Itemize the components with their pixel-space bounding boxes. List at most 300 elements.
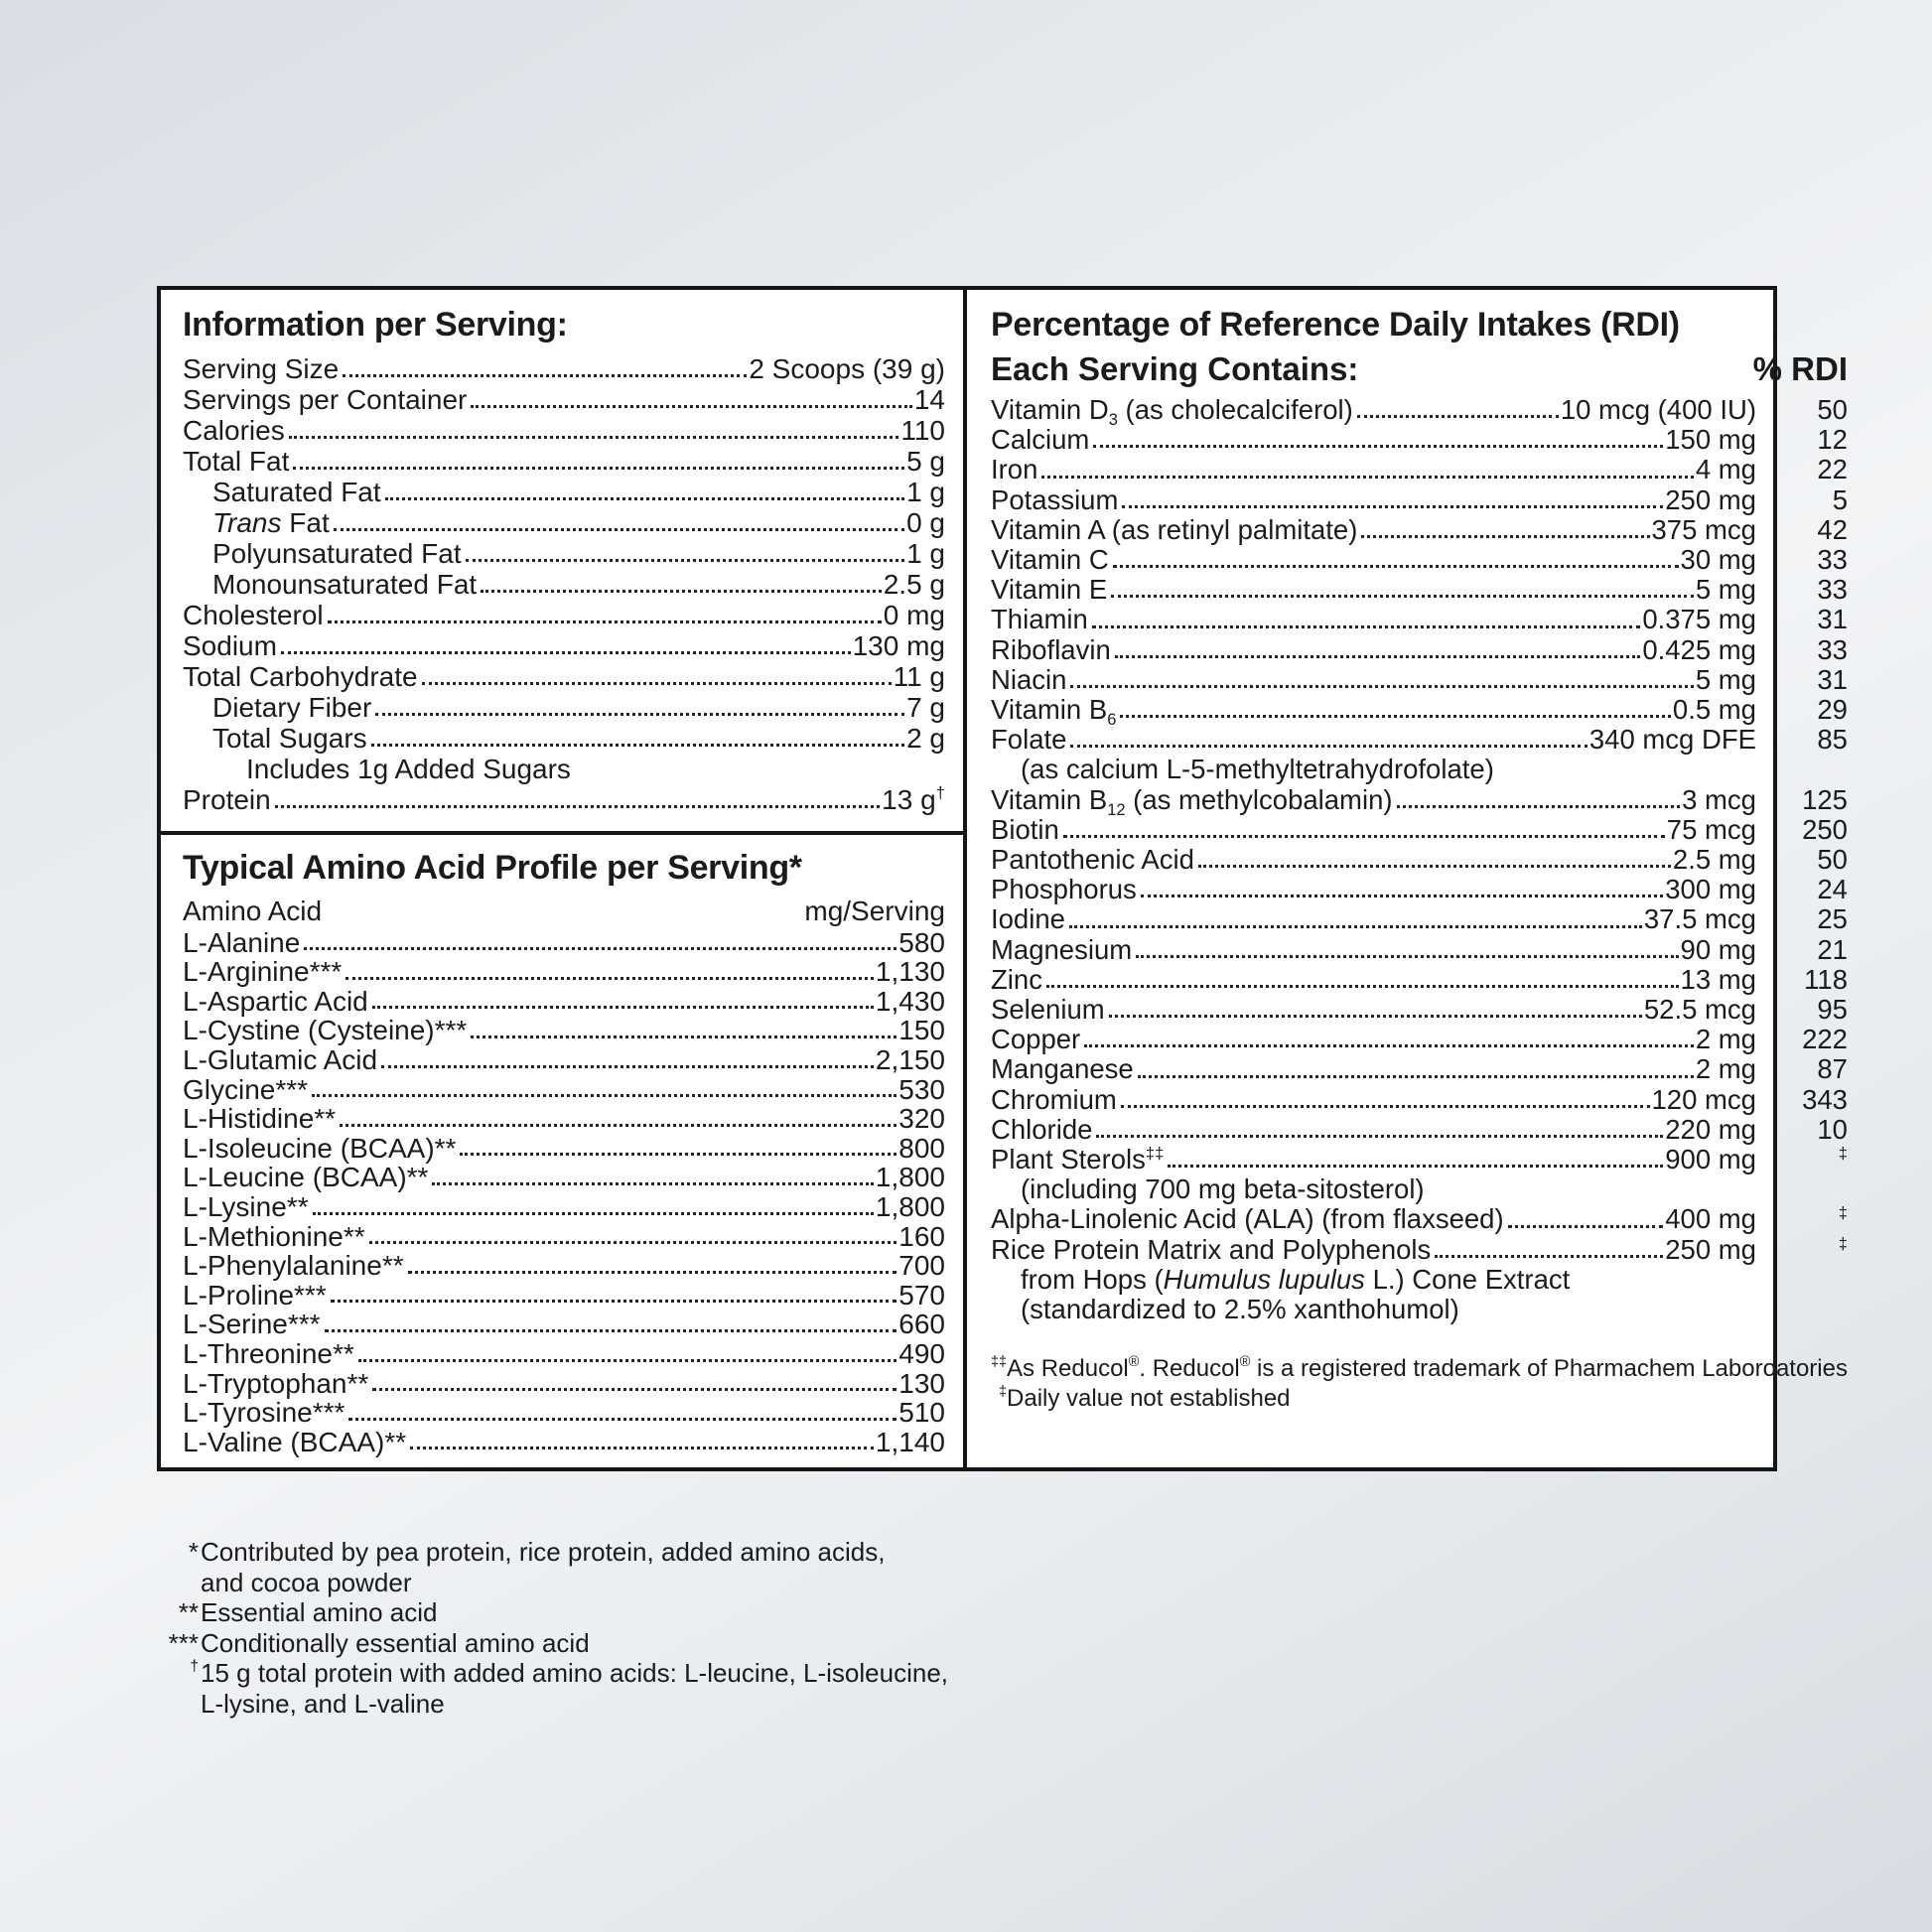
text-segment: Potassium [991,483,1119,515]
text-segment: Biotin [991,813,1059,845]
text-segment: 12 [1817,424,1848,456]
row-label [212,507,330,538]
supplement-facts-panel [157,286,1848,1471]
row-value [882,784,945,815]
text-segment: Alpha-Linolenic Acid (ALA) (from flaxseed) [991,1203,1504,1235]
row-label [991,425,1089,455]
row-label [991,1145,1164,1174]
row-label [183,1192,309,1222]
row-rdi-percent [1756,665,1848,695]
text-segment: 2 Scoops (39 g) [749,353,945,384]
row-value [1696,1025,1756,1054]
rdi-row [991,755,1848,784]
text-segment: L-Cystine (Cysteine)*** [183,1015,468,1046]
text-segment: 13 mg [1680,963,1756,995]
row-value [898,1398,945,1428]
dot-leader [460,1153,897,1156]
text-segment: (as methylcobalamin) [1125,783,1393,815]
text-segment: 220 mg [1665,1113,1756,1145]
row-value [898,1310,945,1339]
rdi-footnote-line [991,1354,1848,1384]
dot-leader [293,467,904,470]
row-label [991,965,1042,995]
text-segment: 120 mcg [1651,1083,1756,1115]
row-value [1696,575,1756,605]
text-segment: 1 g [906,477,945,507]
row-label [991,1054,1134,1084]
rdi-row [991,1054,1848,1084]
percent-rdi-column-header: % RDI [1752,350,1848,387]
footnote-text-line: Conditionally essential amino acid [201,1627,590,1658]
text-segment: 2 g [906,723,945,754]
text-segment: Folate [991,724,1067,756]
row-label [991,694,1117,730]
text-segment: 0 g [906,507,945,538]
row-value [853,630,945,661]
text-segment: Glycine*** [183,1073,309,1105]
nutrition-row [183,754,945,784]
nutrition-row [183,784,945,815]
row-rdi-percent [1756,725,1848,755]
text-segment: 250 [1802,813,1848,845]
row-label [183,1369,368,1399]
row-value [1673,845,1756,875]
row-label [991,394,1353,429]
row-value [1652,515,1756,545]
row-rdi-percent [1756,1085,1848,1115]
text-segment: 510 [898,1397,945,1429]
amino-acid-row [183,1369,945,1399]
rdi-row [991,1085,1848,1115]
row-label [991,665,1066,695]
row-value [876,1045,945,1075]
row-value [876,957,945,987]
row-value [876,1163,945,1192]
text-segment: ® [1239,1354,1251,1371]
row-value [1665,875,1756,904]
dot-leader [1092,625,1641,628]
rdi-row [991,815,1848,845]
section-divider-rule [161,831,963,835]
row-rdi-percent [1756,965,1848,995]
row-label [991,1204,1504,1234]
row-rdi-percent [1756,605,1848,634]
amino-acid-row [183,1428,945,1457]
amino-acid-row [183,1163,945,1192]
row-label [183,446,289,477]
text-segment: 30 mg [1680,544,1756,576]
text-segment: Chromium [991,1083,1117,1115]
amino-acid-row [183,1222,945,1252]
row-rdi-percent [1756,485,1848,515]
row-label [183,1281,327,1311]
row-value [906,477,945,507]
row-label [1021,1295,1459,1324]
text-segment: Monounsaturated Fat [212,569,478,600]
row-label [991,725,1066,755]
amino-acid-row [183,1045,945,1075]
text-segment: Sodium [183,630,277,661]
footnote-marker [145,1597,199,1628]
rdi-footnote-line [991,1384,1848,1414]
dot-leader [340,1124,897,1127]
row-label [991,1085,1117,1115]
text-segment: Total Fat [183,446,290,477]
row-value [898,1134,945,1164]
text-segment: L-Leucine (BCAA)** [183,1162,429,1193]
rdi-row [991,635,1848,665]
nutrition-row [183,692,945,723]
text-segment: 660 [898,1309,945,1340]
row-label [183,1104,336,1134]
mg-per-serving-column-header: mg/Serving [804,896,945,926]
row-rdi-percent [1756,1054,1848,1084]
row-value [906,538,945,569]
text-segment: 5 g [906,446,945,477]
text-segment: 490 [898,1337,945,1369]
row-rdi-percent [1756,575,1848,605]
text-segment: L-Histidine** [183,1103,337,1135]
dot-leader [289,436,899,439]
dot-leader [369,1241,897,1244]
dot-leader [1122,505,1663,508]
text-segment: 50 [1817,844,1848,876]
row-rdi-percent [1756,1025,1848,1054]
dot-leader [408,1271,897,1274]
dot-leader [304,947,897,950]
row-value [1665,425,1756,455]
text-segment: Vitamin C [991,544,1109,576]
footnote-marker [145,1628,199,1659]
each-serving-contains-header [991,349,1848,389]
text-segment: 2 mg [1695,1024,1756,1055]
text-segment: 52.5 mcg [1643,994,1756,1026]
amino-acid-row [183,1251,945,1281]
text-segment: 1,430 [875,985,945,1017]
rdi-row [991,783,1848,819]
row-value [1681,545,1756,575]
text-segment: 0.375 mg [1642,604,1756,635]
row-rdi-percent [1756,1204,1848,1234]
text-segment: L-Arginine*** [183,956,343,988]
amino-acid-row [183,1075,945,1105]
row-value [1642,635,1756,665]
rdi-row [991,425,1848,455]
amino-acid-row [183,957,945,987]
row-label [991,515,1357,545]
row-label [183,1163,428,1192]
text-segment: *** [168,1627,199,1658]
rdi-footnotes [991,1354,1848,1414]
row-label [991,904,1065,934]
row-label [183,415,285,446]
dot-leader [466,559,904,562]
row-label [991,935,1132,965]
dot-leader [1070,745,1587,748]
row-value [898,1075,945,1105]
footnote-marker [145,1658,199,1719]
row-value [906,507,945,538]
row-label [991,875,1137,904]
text-segment: L-Phenylalanine** [183,1250,404,1282]
text-segment: 400 mg [1665,1203,1756,1235]
row-label [183,1134,456,1164]
text-segment: Calories [183,415,285,446]
dot-leader [1168,1165,1663,1168]
row-value [1665,1145,1756,1174]
row-rdi-percent [1756,395,1848,425]
text-segment: 110 [900,415,945,446]
text-segment: L.) Cone Extract [1364,1263,1571,1295]
dot-leader [1141,895,1663,897]
dot-leader [348,1418,897,1421]
text-segment: 375 mcg [1651,513,1756,545]
dot-leader [1136,955,1678,958]
text-segment: 150 mg [1665,424,1756,456]
row-value [898,1222,945,1252]
text-segment: ‡ [1838,1234,1848,1253]
row-value [876,987,945,1017]
text-segment: Thiamin [991,604,1088,635]
row-rdi-percent [1756,455,1848,484]
row-label [991,605,1088,634]
row-value [1561,395,1756,425]
text-segment: 800 [898,1132,945,1164]
text-segment: L-Threonine** [183,1337,354,1369]
text-segment: 580 [898,926,945,958]
text-segment: Trans [212,507,282,538]
dot-leader [1041,476,1693,479]
row-label [991,1115,1092,1145]
row-value [1681,965,1756,995]
text-segment: ‡ [1838,1145,1848,1164]
row-label [991,455,1037,484]
row-value [749,353,945,384]
dot-leader [372,1006,874,1009]
dot-leader [385,497,904,500]
row-label [991,783,1393,819]
text-segment: ‡‡ [1145,1145,1165,1164]
text-segment: 31 [1817,604,1848,635]
row-value [1682,785,1756,815]
text-segment: 340 mcg DFE [1588,724,1756,756]
row-rdi-percent [1756,425,1848,455]
text-segment: 4 mg [1695,454,1756,485]
rdi-row [991,575,1848,605]
text-segment: (including 700 mg beta-sitosterol) [1021,1173,1425,1205]
rdi-row [991,845,1848,875]
rdi-row [991,1295,1848,1324]
row-label [183,353,339,384]
dot-leader [1093,445,1663,448]
text-segment: 95 [1817,994,1848,1026]
row-label [991,1025,1080,1054]
text-segment: 1,130 [875,956,945,988]
row-label [212,569,477,600]
text-segment: 125 [1802,783,1848,815]
amino-acid-row [183,1016,945,1045]
rdi-row [991,665,1848,695]
row-label [183,1398,345,1428]
rdi-row [991,605,1848,634]
row-value [898,928,945,958]
row-value [914,384,945,415]
text-segment: 160 [898,1220,945,1252]
footnote-text-line: L-lysine, and L-valine [201,1688,445,1719]
text-segment: Cholesterol [183,600,324,630]
information-per-serving-column [161,290,967,1467]
dot-leader [345,977,874,980]
amino-acid-row [183,987,945,1017]
text-segment: 2,150 [875,1043,945,1075]
row-rdi-percent [1756,1235,1848,1265]
text-segment: 25 [1817,903,1848,935]
text-segment: L-Tryptophan** [183,1367,369,1399]
dot-leader [1115,655,1641,658]
row-label [183,1428,406,1457]
rdi-row [991,1025,1848,1054]
text-segment: As Reducol [1007,1355,1129,1383]
row-label [991,815,1059,845]
row-value [1644,904,1756,934]
row-rdi-percent [1756,995,1848,1025]
row-label [183,661,418,692]
nutrition-row [183,661,945,692]
dot-leader [481,590,882,593]
row-label [183,600,324,630]
text-segment: 900 mg [1665,1144,1756,1175]
text-segment: Vitamin B [991,783,1108,815]
row-label [991,1235,1431,1265]
text-segment: 150 [898,1015,945,1046]
rdi-row [991,455,1848,484]
row-value [906,723,945,754]
dot-leader [1138,1075,1694,1078]
row-label [212,477,381,507]
dot-leader [1397,805,1681,808]
text-segment: ‡‡ [991,1354,1008,1371]
dot-leader [1120,715,1671,718]
text-segment: 22 [1817,454,1848,485]
text-segment: 42 [1817,513,1848,545]
dot-leader [281,651,851,654]
rdi-row [991,935,1848,965]
row-rdi-percent [1756,695,1848,725]
text-segment: L-Methionine** [183,1220,365,1252]
row-label [183,384,467,415]
row-value [898,1104,945,1134]
amino-acid-column-header: Amino Acid [183,896,323,926]
dot-leader [1084,1044,1694,1047]
dot-leader [334,528,904,531]
text-segment: ‡ [999,1384,1008,1401]
text-segment: L-Valine (BCAA)** [183,1426,407,1457]
nutrition-row [183,507,945,538]
dot-leader [358,1359,897,1362]
rdi-row [991,1235,1848,1265]
row-rdi-percent [1756,815,1848,845]
text-segment: 21 [1817,933,1848,965]
dot-leader [372,1388,897,1391]
footnote [145,1628,948,1659]
row-label [183,784,271,815]
row-label [183,928,300,958]
dot-leader [1046,985,1679,988]
text-segment: 222 [1802,1024,1848,1055]
text-segment: 2.5 g [883,569,945,600]
text-segment: Vitamin A (as retinyl palmitate) [991,513,1358,545]
text-segment: 5 mg [1695,663,1756,695]
text-segment: 530 [898,1073,945,1105]
dot-leader [1113,565,1679,568]
text-segment: 320 [898,1103,945,1135]
row-rdi-percent [1756,635,1848,665]
info-per-serving-title: Information per Serving: [183,306,568,344]
row-label [183,1075,308,1105]
row-label [183,957,342,987]
text-segment: 130 mg [852,630,945,661]
text-segment: is a registered trademark of Pharmachem Laboroatories [1250,1355,1848,1383]
text-segment: 2.5 mg [1672,844,1756,876]
row-value [876,1428,945,1457]
label-footnotes [145,1537,948,1719]
rdi-row [991,694,1848,730]
row-value [1665,485,1756,515]
row-label [991,635,1111,665]
nutrition-row [183,600,945,630]
text-segment: (as cholecalciferol) [1117,394,1353,425]
rdi-column [967,290,1862,1467]
row-label [183,1222,365,1252]
text-segment: Zinc [991,963,1042,995]
text-segment: Serving Size [183,353,340,384]
text-segment: 3 mcg [1682,783,1756,815]
text-segment: 50 [1817,394,1848,425]
text-segment: Daily value not established [1007,1385,1291,1413]
dot-leader [375,713,904,716]
text-segment: ® [1128,1354,1140,1371]
text-segment: 10 [1817,1113,1848,1145]
nutrition-row [183,723,945,754]
text-segment: Niacin [991,663,1067,695]
text-segment: 250 mg [1665,483,1756,515]
text-segment: 2 mg [1695,1053,1756,1085]
text-segment: Total Sugars [212,723,367,754]
amino-acid-row [183,1398,945,1428]
row-value [1665,1235,1756,1265]
rdi-row [991,485,1848,515]
text-segment: 1 g [906,538,945,569]
amino-acid-row [183,928,945,958]
dot-leader [1069,925,1642,928]
row-value [898,1016,945,1045]
nutrition-row [183,446,945,477]
row-value [884,600,945,630]
text-segment: Riboflavin [991,633,1111,665]
footnote [145,1597,948,1628]
row-value [1589,725,1756,755]
row-value [898,1281,945,1311]
row-label [183,1339,354,1369]
dot-leader [432,1182,873,1185]
text-segment: Copper [991,1024,1081,1055]
text-segment: 0.425 mg [1642,633,1756,665]
text-segment: 250 mg [1665,1233,1756,1265]
amino-acid-row [183,1281,945,1311]
amino-acid-row [183,1192,945,1222]
text-segment: L-Tyrosine*** [183,1397,345,1429]
row-value [900,415,945,446]
